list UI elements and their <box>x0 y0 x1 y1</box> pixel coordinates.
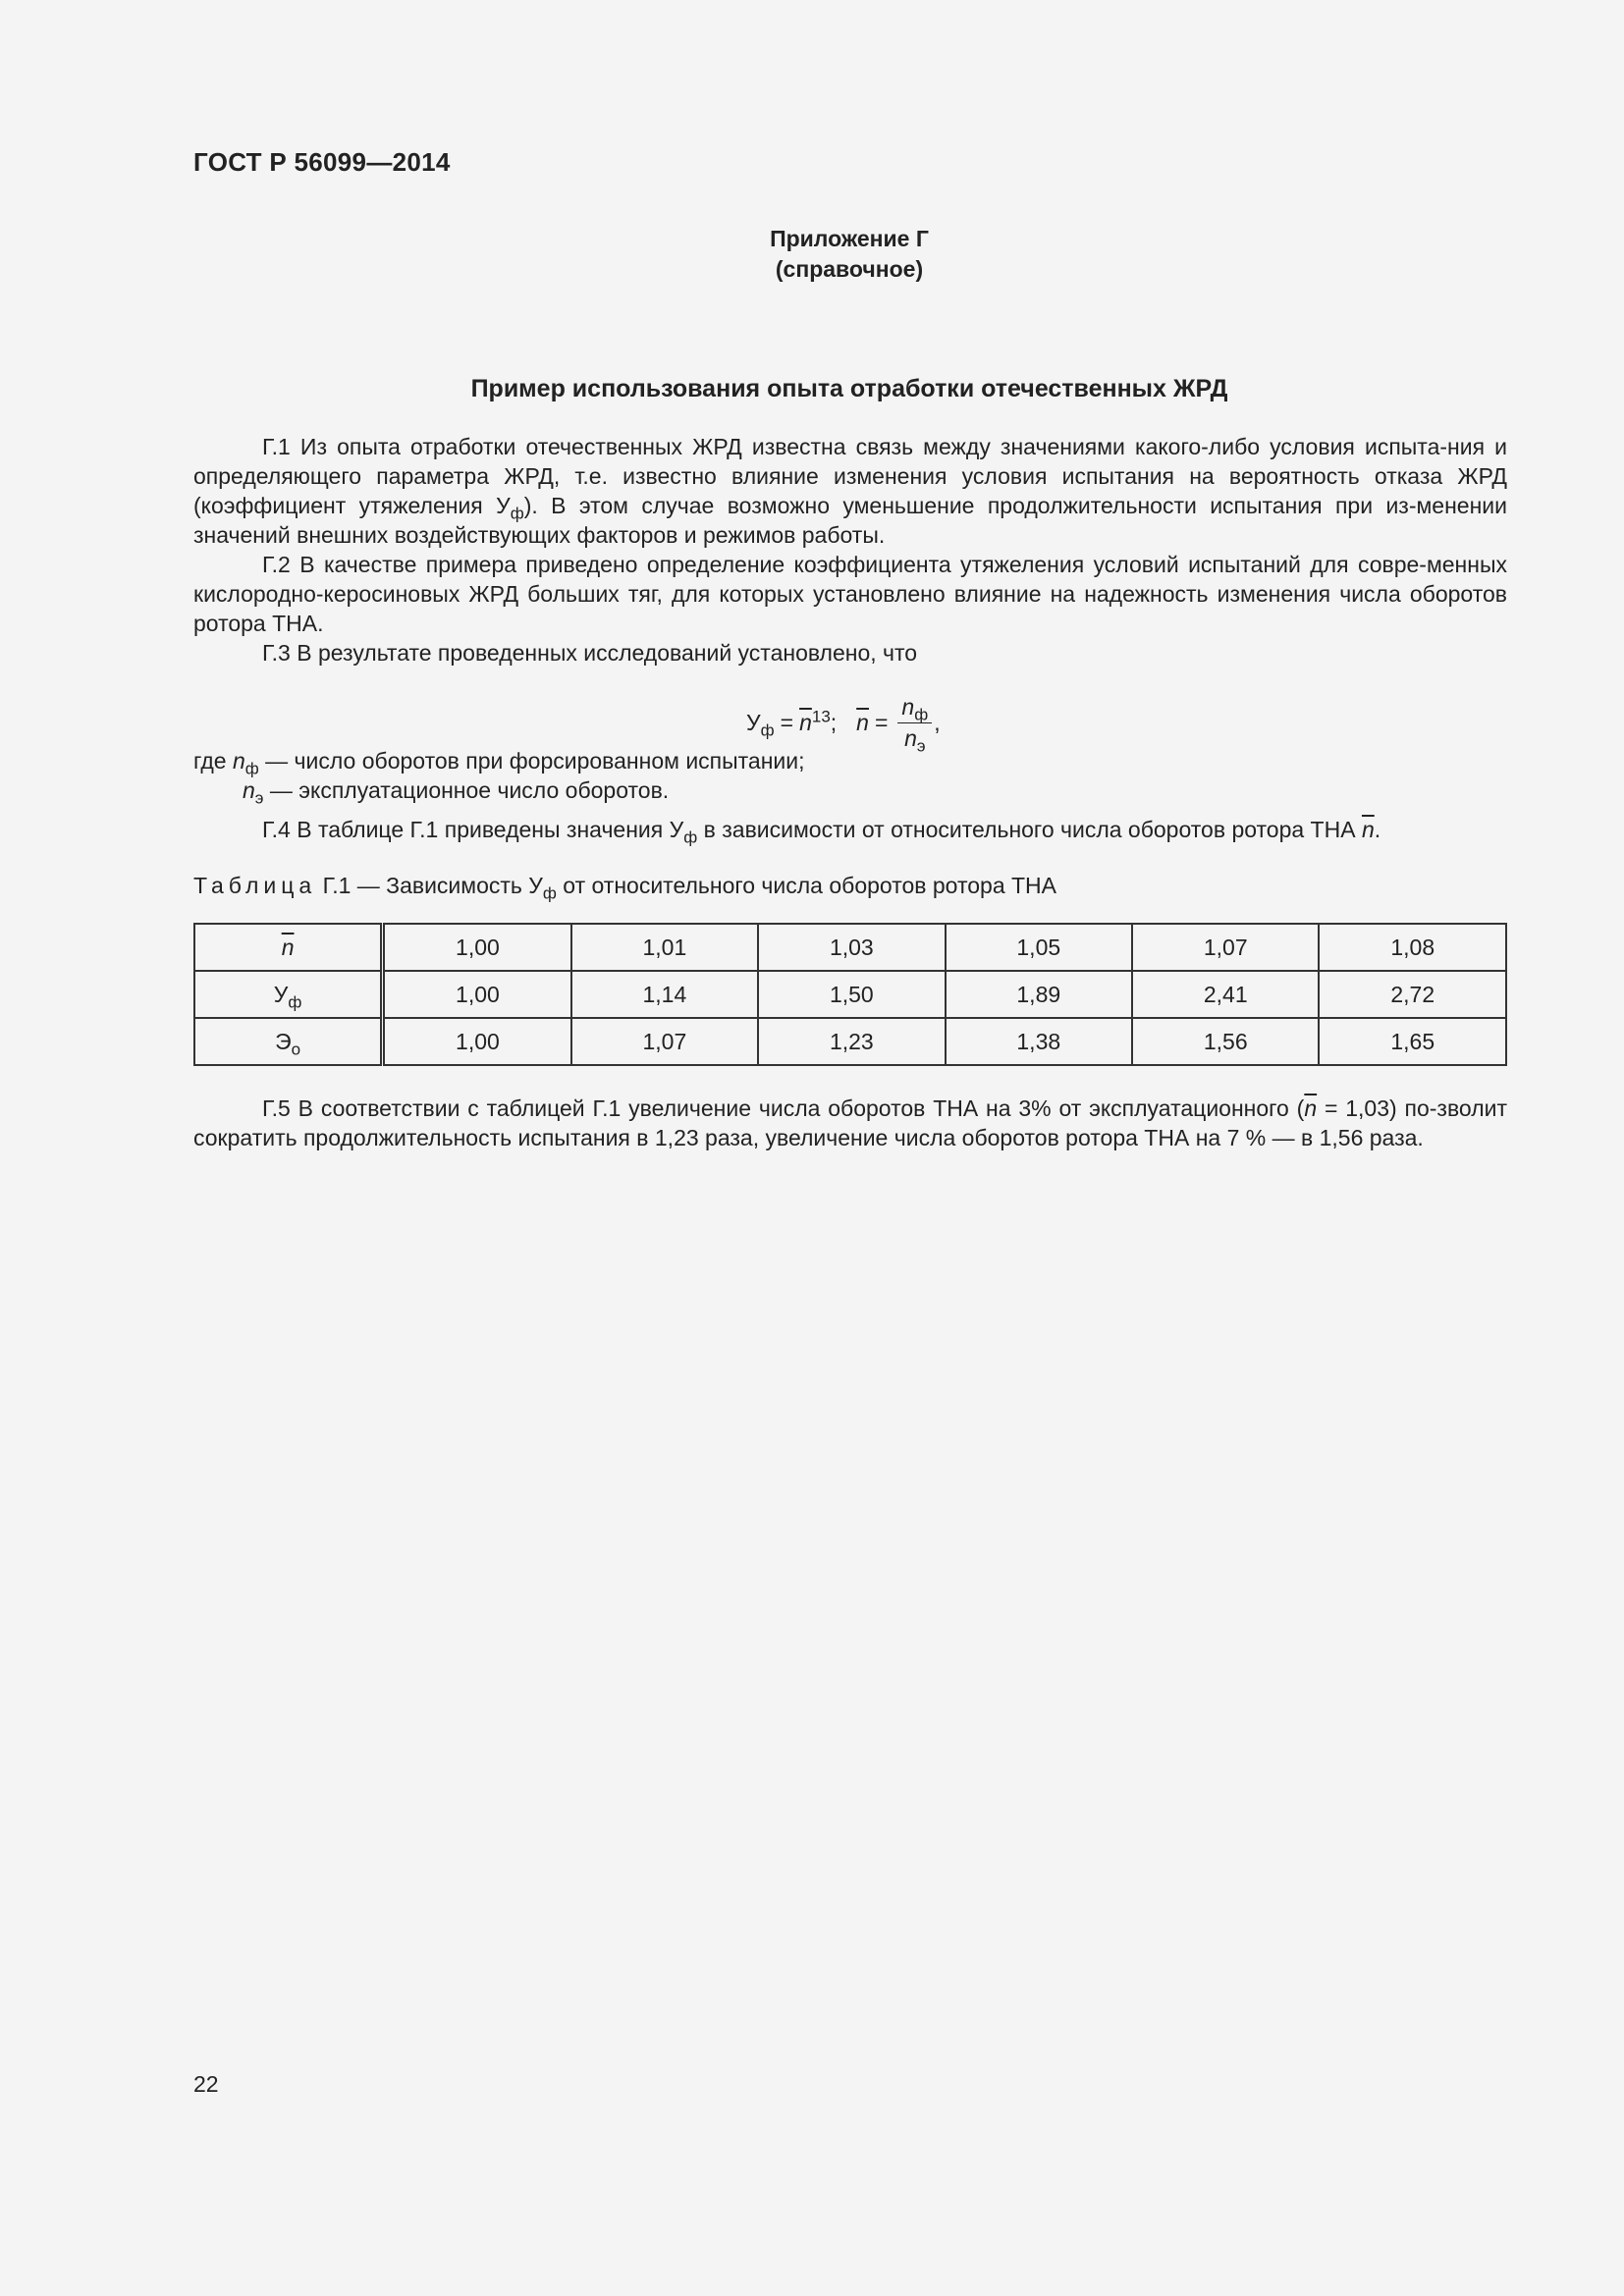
paragraph-g1: Г.1 Из опыта отработки отечественных ЖРД известна связь между значениями какого-либо условия испыта-ния и определяющего параметра ЖРД, т.е. известно влияние изменения условия испытания на вероятность отказа ЖРД (коэффициент утяжеления $У_ф$). В этом случае возможно уменьшение продолжительности испытания при из-менении значений внешних воздействующих факторов и режимов работы. <box>193 434 1507 548</box>
table-cell: 1,07 <box>571 1018 758 1065</box>
appendix-kind: (справочное) <box>775 256 924 282</box>
formula-equals: = <box>780 709 794 735</box>
table-cell: 1,38 <box>946 1018 1132 1065</box>
table-cell: 1,00 <box>383 971 571 1018</box>
table-row <box>194 924 1506 971</box>
definition-nf: где $n_ф$ — число оборотов при форсированном испытании; <box>193 748 805 778</box>
row-header-cell: $\overline{n}$ <box>194 924 383 971</box>
paragraph-g3: Г.3 В результате проведенных исследований установлено, что <box>262 640 918 666</box>
table-cell: 1,08 <box>1319 924 1506 971</box>
paragraph-g4: Г.4 В таблице Г.1 приведены значения $У_ф$ в зависимости от относительного числа оборотов ротора ТНА $\overline{n}$. <box>262 817 1381 847</box>
formula-fraction <box>897 693 932 756</box>
table-cell: 1,07 <box>1132 924 1319 971</box>
table-cell: 1,05 <box>946 924 1132 971</box>
table-cell: 1,23 <box>758 1018 945 1065</box>
row-header-cell: $У_ф$ <box>194 971 383 1018</box>
table-cell: 1,65 <box>1319 1018 1506 1065</box>
table-row <box>194 1018 1506 1065</box>
paragraph-g4-block <box>193 815 1507 847</box>
page-number: 22 <box>193 2071 219 2097</box>
formula-power: $\overline{n}^{13}$; <box>799 706 838 735</box>
row-header-cell: $Э_о$ <box>194 1018 383 1065</box>
section-title: Пример использования опыта отработки отечественных ЖРД <box>470 375 1228 402</box>
appendix-title: Приложение Г <box>770 226 929 251</box>
fraction-numerator: $n_ф$ <box>897 694 932 723</box>
formula-comma: , <box>934 709 941 735</box>
table-cell: 1,00 <box>383 924 571 971</box>
table-cell: 2,41 <box>1132 971 1319 1018</box>
appendix-heading <box>0 224 1624 285</box>
table-cell: 1,56 <box>1132 1018 1319 1065</box>
definition-ne: $n_э$ — эксплуатационное число оборотов. <box>243 777 670 808</box>
paragraph-g2: Г.2 В качестве примера приведено определение коэффициента утяжеления условий испытаний для совре-менных кислородно-керосиновых ЖРД больших тяг, для которых установлено влияние на надежность изменения числа оборотов ротора ТНА. <box>193 552 1507 636</box>
table-row <box>194 971 1506 1018</box>
table-cell: 1,00 <box>383 1018 571 1065</box>
table-cell: 2,72 <box>1319 971 1506 1018</box>
body-paragraphs-top <box>193 432 1507 667</box>
table-cell: 1,03 <box>758 924 945 971</box>
formula-lhs: $У_ф$ <box>746 709 775 740</box>
fraction-denominator: $n_э$ <box>904 724 926 756</box>
formula-equals-2: = <box>874 709 889 735</box>
paragraph-g5: Г.5 В соответствии с таблицей Г.1 увеличение числа оборотов ТНА на 3% от эксплуатационного $(\overline{n} = 1,03)$ по-зволит сократить продолжительность испытания в 1,23 раза, увеличение числа оборотов ротора ТНА на 7 % — в 1,56 раза. <box>193 1095 1507 1150</box>
paragraph-g5-block <box>193 1094 1507 1152</box>
variable-definitions <box>193 746 805 808</box>
table-cell: 1,50 <box>758 971 945 1018</box>
table-cell: 1,01 <box>571 924 758 971</box>
table-caption: Таблица Г.1 — Зависимость $У_ф$ от относительного числа оборотов ротора ТНА <box>193 873 1056 903</box>
data-table <box>193 923 1507 1066</box>
table-cell: 1,14 <box>571 971 758 1018</box>
table-cell: 1,89 <box>946 971 1132 1018</box>
document-code: ГОСТ Р 56099—2014 <box>193 147 451 177</box>
formula-nbar: $\overline{n}$ <box>856 709 869 735</box>
